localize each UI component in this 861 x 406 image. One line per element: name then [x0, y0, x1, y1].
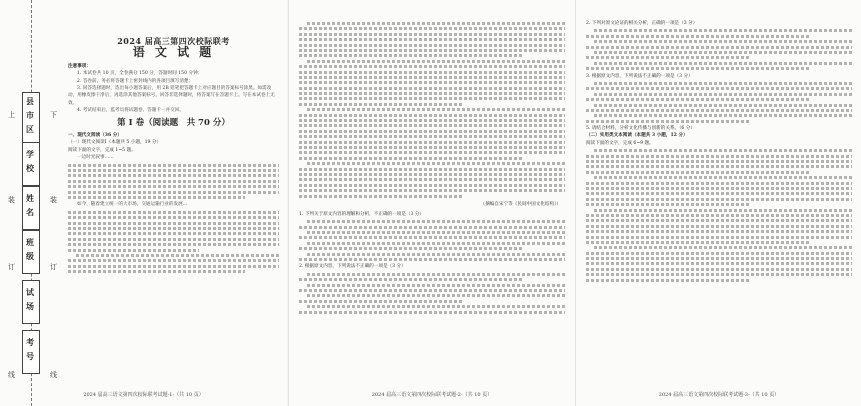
question-5: 5. 请结合材料，分析文化传播与创新的关系。（6 分）: [586, 126, 695, 132]
exam-page-3: [575, 0, 861, 406]
section-title: 第 Ⅰ 卷（阅读题 共 70 分）: [117, 117, 230, 128]
binding-mark-top-right: 下: [50, 111, 57, 119]
passage-source: （摘编自宋宁等《民间中国文化结构》）: [480, 201, 561, 207]
question-options: [299, 273, 565, 314]
field-exam-room[interactable]: [10, 280, 52, 324]
field-exam-number-label: 考号: [22, 330, 40, 374]
field-name-label: 姓名: [22, 186, 40, 230]
binding-margin: [0, 0, 62, 406]
passage-para-2-start: 如今，随着建立统一的大市场，交通运输行业的发展…: [77, 202, 188, 208]
question-options: [586, 29, 852, 70]
field-class-label: 班级: [22, 230, 40, 274]
page-2-footer: 2024 届高三语文第四次校际联考试题-2-（共 10 页）: [371, 392, 493, 398]
binding-mark-xian-right: 线: [50, 371, 57, 379]
passage-text-block: [68, 211, 279, 273]
field-class[interactable]: [10, 230, 52, 274]
page-3-footer: 2024 届高三语文第四次校际联考试题-3-（共 10 页）: [658, 392, 780, 398]
field-name[interactable]: [10, 186, 52, 230]
binding-mark-xian-left: 线: [8, 371, 15, 379]
exam-page-1: [0, 0, 287, 406]
part-heading: 一、现代文阅读（36 分）: [68, 133, 122, 139]
reading-instruction-2: 阅读下面的文字，完成 6~9 题。: [586, 140, 654, 146]
note-item-3: 3. 回答选择题时，选出每小题答案后，用 2B 铅笔把答题卡上对应题目的答案标号涂黑。如需改动，用橡皮擦干净后，再选涂其他答案标号。回答非选择题时，将答案写在答题卡上。写在本试卷上无效。: [68, 86, 275, 106]
notes-heading: 注意事项：: [68, 63, 91, 69]
binding-mark-top-left: 上: [8, 111, 15, 119]
exam-title: 2024 届高三第四次校际联考: [117, 36, 230, 46]
field-school[interactable]: [10, 142, 52, 186]
passage-para-1-start: 一边时光叙事……: [77, 155, 114, 161]
passage-text-block: [68, 164, 279, 199]
question-options: [299, 220, 565, 261]
binding-mark-ding-right: 订: [50, 263, 57, 271]
subject-title: 语 文 试 题: [132, 45, 215, 60]
field-exam-number[interactable]: [10, 330, 52, 374]
question-options: [586, 82, 852, 123]
reading-instruction: 阅读下面的文字，完成 1~5 题。: [68, 147, 136, 153]
subsection-heading-2: （二）实用类文本阅读（本题共 3 小题，12 分）: [586, 133, 688, 139]
note-item-4: 4. 考试结束后，监考员将试题卷、答题卡一并交回。: [77, 108, 184, 114]
binding-mark-ding-left: 订: [8, 263, 15, 271]
note-item-2: 2. 答卷前，务必将答题卡上密封线内的各项目填写清楚；: [77, 78, 194, 84]
binding-mark-zhuang-left: 装: [8, 196, 15, 204]
field-exam-room-label: 试场: [22, 280, 40, 324]
question-4: 3. 根据原文内容，下列说法不正确的一项是（3 分）: [586, 73, 693, 79]
field-county[interactable]: [10, 92, 52, 144]
question-3: 2. 下列对原文论证的相关分析，正确的一项是（3 分）: [586, 21, 698, 26]
page-1-footer: 2024 届高三语文第四次校际联考试题-1-（共 10 页）: [83, 392, 204, 398]
exam-page-2: [288, 0, 575, 406]
passage-text-block: [586, 149, 852, 281]
page-3-content: [586, 20, 852, 284]
subsection-heading: （一）现代文阅读Ⅰ（本题共 5 小题，19 分）: [68, 140, 162, 146]
page-2-content: [299, 20, 565, 316]
binding-mark-zhuang-right: 装: [50, 196, 57, 204]
question-2: 2. 根据原文内容，下列说法不正确的一项是（3 分）: [299, 264, 406, 270]
field-county-label: 县市区: [22, 92, 40, 144]
page-1-content: [68, 38, 279, 276]
question-1: 1. 下列关于原文内容的理解和分析，不正确的一项是（3 分）: [299, 211, 425, 217]
note-item-1: 1. 本试卷共 10 页，全卷满分 150 分，答题时间 150 分钟；: [77, 71, 203, 77]
field-school-label: 学校: [22, 142, 40, 186]
passage-text-block: [299, 22, 565, 198]
